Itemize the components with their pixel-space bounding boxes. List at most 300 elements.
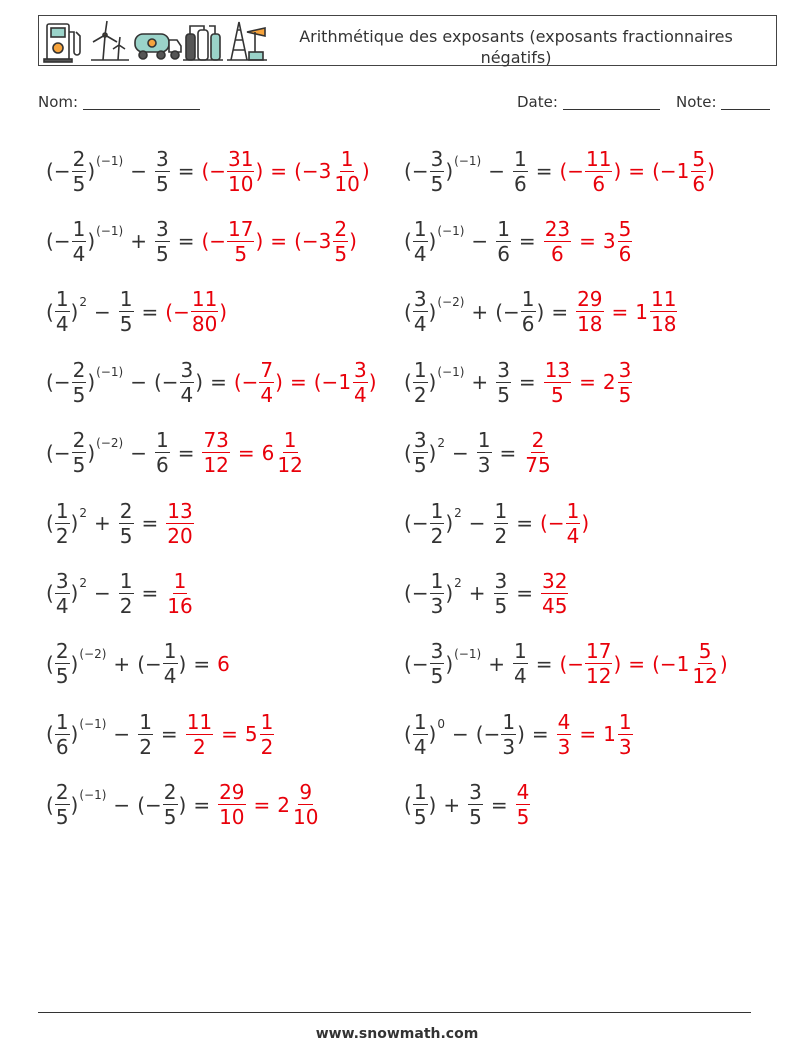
numerator: 9: [299, 780, 313, 805]
fraction: [155, 147, 170, 196]
symbol: (: [46, 299, 54, 324]
symbol: (: [46, 722, 54, 747]
numerator: 1: [521, 287, 535, 312]
operator: =: [160, 722, 178, 747]
operator: +: [471, 299, 489, 324]
numerator: 3: [155, 216, 169, 241]
denominator: 2: [55, 523, 69, 548]
denominator: 5: [55, 805, 69, 830]
operator: +: [468, 581, 486, 606]
symbol: ): [428, 299, 437, 324]
exercise-6: [404, 284, 678, 340]
exponent: 2: [79, 506, 87, 520]
exercise-1: [46, 143, 370, 199]
symbol: (: [46, 440, 54, 465]
date-field[interactable]: [517, 93, 660, 111]
operator: −: [488, 159, 505, 183]
denominator: 5: [163, 805, 177, 830]
denominator: 5: [155, 241, 169, 266]
symbol: (: [46, 229, 54, 254]
fraction: [292, 780, 319, 829]
denominator: 4: [413, 241, 427, 266]
symbol: ): [707, 159, 715, 183]
footer-website: www.snowmath.com: [315, 1026, 479, 1042]
symbol: (: [294, 229, 302, 254]
exponent: 2: [437, 435, 445, 450]
fraction: [186, 710, 213, 759]
symbol: 6: [217, 651, 230, 676]
numerator: 1: [413, 709, 427, 734]
symbol: ): [361, 159, 370, 183]
whole-number: 1: [676, 651, 690, 676]
name-label: Nom:: [38, 93, 79, 111]
exponent: (−2): [79, 646, 107, 661]
numerator: 1: [413, 780, 427, 805]
numerator: 2: [55, 639, 69, 664]
operator: =: [177, 440, 195, 465]
denominator: 6: [521, 312, 535, 337]
numerator: 4: [557, 709, 571, 734]
denominator: 6: [497, 241, 510, 266]
numerator: 17: [228, 216, 254, 241]
exercise-20: [404, 777, 531, 833]
fraction: [618, 217, 633, 266]
fraction: [72, 428, 87, 477]
whole-number: 2: [602, 370, 616, 395]
exercise-8: [404, 354, 633, 410]
numerator: 1: [497, 216, 510, 241]
denominator: 5: [494, 593, 508, 618]
symbol: −: [53, 159, 71, 183]
operator: =: [516, 581, 534, 606]
denominator: 2: [193, 734, 206, 759]
symbol: ): [445, 511, 454, 535]
denominator: 5: [119, 523, 133, 548]
fraction: [544, 217, 571, 266]
fraction: [218, 780, 245, 829]
denominator: 5: [413, 805, 427, 830]
name-blank[interactable]: [83, 95, 200, 110]
operator: +: [488, 651, 505, 676]
fraction: [166, 499, 193, 548]
exercise-12: [404, 495, 589, 551]
numerator: 1: [260, 709, 274, 734]
note-label: Note:: [676, 93, 717, 111]
symbol: ): [195, 370, 204, 395]
operator: −: [468, 511, 486, 535]
numerator: 1: [566, 498, 580, 523]
fraction: [333, 217, 348, 266]
fraction: [521, 287, 536, 336]
exponent: (−1): [96, 224, 124, 239]
exponent: (−2): [96, 435, 124, 450]
symbol: ): [70, 511, 79, 535]
exercise-3: [46, 213, 357, 269]
numerator: 17: [586, 639, 612, 664]
fraction: [259, 358, 274, 407]
denominator: 2: [494, 523, 508, 548]
numerator: 3: [430, 146, 444, 171]
operator: −: [130, 440, 147, 465]
symbol: (: [294, 159, 302, 183]
denominator: 2: [260, 734, 274, 759]
operator: =: [141, 299, 159, 324]
denominator: 3: [430, 593, 444, 618]
symbol: ): [581, 511, 590, 535]
fraction: [72, 358, 87, 407]
numerator: 2: [72, 428, 86, 453]
denominator: 5: [413, 453, 427, 478]
symbol: ): [178, 651, 187, 676]
numerator: 2: [55, 780, 69, 805]
fraction: [227, 147, 254, 196]
denominator: 4: [163, 664, 177, 689]
denominator: 6: [692, 171, 706, 196]
symbol: (: [404, 792, 412, 817]
exponent: 2: [79, 294, 87, 309]
fraction: [55, 710, 70, 759]
operator: −: [113, 792, 131, 817]
denominator: 6: [618, 241, 632, 266]
note-field[interactable]: [676, 93, 770, 111]
numerator: 7: [260, 357, 274, 382]
denominator: 5: [469, 805, 482, 830]
symbol: −: [145, 792, 162, 817]
fraction: [618, 710, 633, 759]
exercise-18: [404, 706, 634, 762]
symbol: −: [483, 722, 501, 747]
denominator: 16: [167, 593, 193, 618]
fraction: [413, 428, 428, 477]
symbol: −: [567, 159, 585, 183]
fraction: [138, 710, 153, 759]
fraction: [180, 358, 195, 407]
symbol: (: [475, 722, 484, 747]
numerator: 1: [139, 709, 152, 734]
symbol: (: [559, 159, 568, 183]
symbol: ): [70, 792, 79, 817]
numerator: 32: [542, 568, 568, 593]
numerator: 1: [163, 639, 177, 664]
symbol: (: [404, 440, 412, 465]
symbol: ): [255, 229, 264, 254]
fraction: [155, 428, 170, 477]
symbol: −: [209, 159, 227, 183]
denominator: 5: [430, 171, 444, 196]
numerator: 3: [413, 287, 427, 312]
whole-number: 1: [603, 722, 616, 747]
symbol: ): [87, 229, 96, 254]
denominator: 5: [72, 453, 86, 478]
denominator: 12: [692, 664, 718, 689]
fraction: [163, 639, 178, 688]
numerator: 1: [55, 287, 69, 312]
symbol: (: [46, 370, 54, 395]
symbol: −: [659, 651, 677, 676]
denominator: 4: [72, 241, 86, 266]
fraction: [691, 147, 706, 196]
denominator: 4: [260, 382, 274, 407]
fraction: [576, 287, 603, 336]
exercise-15: [46, 636, 230, 692]
symbol: ): [428, 722, 437, 747]
numerator: 3: [413, 428, 427, 453]
numerator: 4: [516, 780, 530, 805]
exercise-14: [404, 565, 569, 621]
fraction: [585, 639, 612, 688]
fraction: [496, 358, 511, 407]
fraction: [541, 569, 568, 618]
fraction: [494, 569, 509, 618]
exercise-19: [46, 777, 320, 833]
symbol: (: [46, 792, 54, 817]
date-blank[interactable]: [563, 95, 660, 110]
denominator: 6: [551, 241, 564, 266]
fraction: [413, 710, 428, 759]
fraction: [55, 639, 70, 688]
fuel-pump-icon: [44, 24, 80, 62]
exercise-16: [404, 636, 728, 692]
whole-number: 3: [318, 159, 332, 183]
fraction: [413, 358, 428, 407]
exercise-17: [46, 706, 275, 762]
numerator: 1: [477, 428, 491, 453]
fraction: [585, 147, 612, 196]
fraction: [501, 710, 516, 759]
symbol: (: [46, 581, 54, 606]
operator: =: [221, 722, 238, 747]
numerator: 31: [228, 146, 254, 171]
symbol: (: [652, 159, 660, 183]
numerator: 11: [186, 709, 213, 734]
fraction: [72, 217, 87, 266]
denominator: 4: [55, 312, 69, 337]
denominator: 4: [180, 382, 194, 407]
denominator: 18: [577, 312, 603, 337]
fraction: [516, 780, 531, 829]
operator: =: [270, 159, 288, 183]
fraction: [413, 217, 428, 266]
denominator: 2: [119, 593, 133, 618]
denominator: 4: [566, 523, 580, 548]
fraction: [650, 287, 677, 336]
exponent: 2: [454, 506, 462, 520]
denominator: 3: [618, 734, 632, 759]
fraction: [566, 499, 581, 548]
denominator: 5: [55, 664, 69, 689]
numerator: 1: [155, 428, 169, 453]
denominator: 12: [586, 664, 612, 689]
numerator: 5: [698, 639, 712, 664]
operator: =: [535, 651, 553, 676]
fraction: [276, 428, 303, 477]
numerator: 1: [283, 428, 297, 453]
symbol: (: [46, 511, 54, 535]
symbol: ): [613, 159, 622, 183]
symbol: (: [165, 299, 174, 324]
fraction: [155, 217, 170, 266]
numerator: 11: [651, 287, 677, 312]
denominator: 3: [502, 734, 516, 759]
symbol: ): [536, 299, 545, 324]
numerator: 3: [55, 568, 69, 593]
exercise-11: [46, 495, 195, 551]
denominator: 45: [542, 593, 568, 618]
symbol: ): [70, 722, 79, 747]
numerator: 1: [340, 146, 354, 171]
denominator: 10: [228, 171, 254, 196]
numerator: 1: [430, 568, 444, 593]
symbol: −: [411, 511, 429, 535]
denominator: 20: [167, 523, 193, 548]
numerator: 73: [203, 428, 229, 453]
operator: =: [193, 651, 211, 676]
denominator: 10: [334, 171, 360, 196]
whole-number: 1: [635, 299, 649, 324]
symbol: −: [53, 440, 71, 465]
numerator: 1: [119, 287, 133, 312]
denominator: 5: [516, 805, 530, 830]
numerator: 2: [334, 216, 348, 241]
fraction: [163, 780, 178, 829]
symbol: (: [46, 651, 54, 676]
fraction: [119, 287, 134, 336]
symbol: (: [153, 370, 162, 395]
fraction: [430, 499, 445, 548]
operator: =: [579, 370, 596, 395]
exercise-7: [46, 354, 377, 410]
operator: +: [443, 792, 461, 817]
symbol: ): [70, 651, 79, 676]
numerator: 1: [494, 498, 508, 523]
exponent: (−1): [437, 365, 465, 380]
symbol: (: [404, 581, 412, 606]
exponent: 2: [79, 576, 87, 591]
whole-number: 3: [602, 229, 616, 254]
numerator: 1: [72, 216, 86, 241]
symbol: −: [411, 581, 429, 606]
operator: =: [518, 370, 536, 395]
operator: =: [270, 229, 288, 254]
exponent: 2: [454, 576, 462, 591]
fraction: [413, 287, 428, 336]
exponent: (−1): [96, 365, 124, 380]
operator: −: [452, 722, 469, 747]
symbol: −: [411, 159, 429, 183]
fraction: [55, 569, 70, 618]
exercise-13: [46, 565, 195, 621]
symbol: (: [137, 651, 145, 676]
operator: =: [289, 370, 307, 395]
worksheet-header: [38, 15, 777, 66]
fraction: [430, 569, 445, 618]
numerator: 1: [502, 709, 516, 734]
operator: =: [628, 159, 646, 183]
symbol: ): [517, 722, 525, 747]
header-icons: [43, 18, 267, 63]
symbol: ): [87, 370, 96, 395]
numerator: 1: [513, 146, 527, 171]
denominator: 6: [513, 171, 527, 196]
symbol: −: [567, 651, 585, 676]
operator: =: [177, 229, 195, 254]
fraction: [166, 569, 193, 618]
symbol: −: [411, 651, 429, 676]
fraction: [191, 287, 218, 336]
symbol: (: [404, 159, 412, 183]
numerator: 3: [494, 568, 508, 593]
operator: =: [628, 651, 646, 676]
symbol: ): [445, 581, 454, 606]
whole-number: 3: [318, 229, 332, 254]
fraction: [353, 358, 368, 407]
numerator: 3: [497, 357, 510, 382]
fraction: [691, 639, 718, 688]
fraction: [260, 710, 275, 759]
operator: =: [551, 299, 569, 324]
denominator: 6: [592, 171, 606, 196]
operator: =: [518, 229, 536, 254]
exercise-9: [46, 425, 305, 481]
operator: =: [611, 299, 629, 324]
note-blank[interactable]: [721, 95, 770, 110]
numerator: 29: [219, 780, 245, 805]
fraction: [430, 147, 445, 196]
symbol: ): [219, 299, 228, 324]
symbol: −: [301, 229, 319, 254]
operator: =: [579, 229, 596, 254]
operator: +: [94, 511, 111, 535]
exponent: (−1): [96, 154, 124, 168]
exponent: (−2): [437, 294, 465, 309]
tanker-truck-icon: [135, 34, 181, 59]
fraction: [55, 499, 70, 548]
symbol: ): [428, 229, 437, 254]
date-label: Date:: [517, 93, 558, 111]
exponent: (−1): [79, 717, 107, 732]
name-field[interactable]: [38, 93, 200, 111]
denominator: 5: [72, 171, 86, 196]
fraction: [524, 428, 551, 477]
denominator: 12: [203, 453, 229, 478]
exercise-10: [404, 425, 553, 481]
exercise-5: [46, 284, 227, 340]
whole-number: 1: [338, 370, 352, 395]
symbol: −: [241, 370, 259, 395]
symbol: ): [255, 159, 264, 183]
symbol: ): [428, 440, 437, 465]
wind-turbine-icon: [91, 21, 129, 60]
numerator: 1: [618, 709, 632, 734]
fraction: [202, 428, 229, 477]
operator: =: [490, 792, 508, 817]
numerator: 1: [173, 568, 187, 593]
fraction: [55, 287, 70, 336]
symbol: −: [209, 229, 227, 254]
symbol: ): [87, 440, 96, 465]
symbol: (: [233, 370, 242, 395]
symbol: (: [313, 370, 322, 395]
symbol: −: [161, 370, 179, 395]
operator: =: [499, 440, 517, 465]
operator: −: [94, 299, 111, 324]
fraction: [413, 780, 428, 829]
oil-derrick-icon: [227, 22, 267, 60]
symbol: −: [53, 370, 71, 395]
fraction: [468, 780, 483, 829]
footer-divider: [38, 1012, 751, 1013]
fraction: [72, 147, 87, 196]
